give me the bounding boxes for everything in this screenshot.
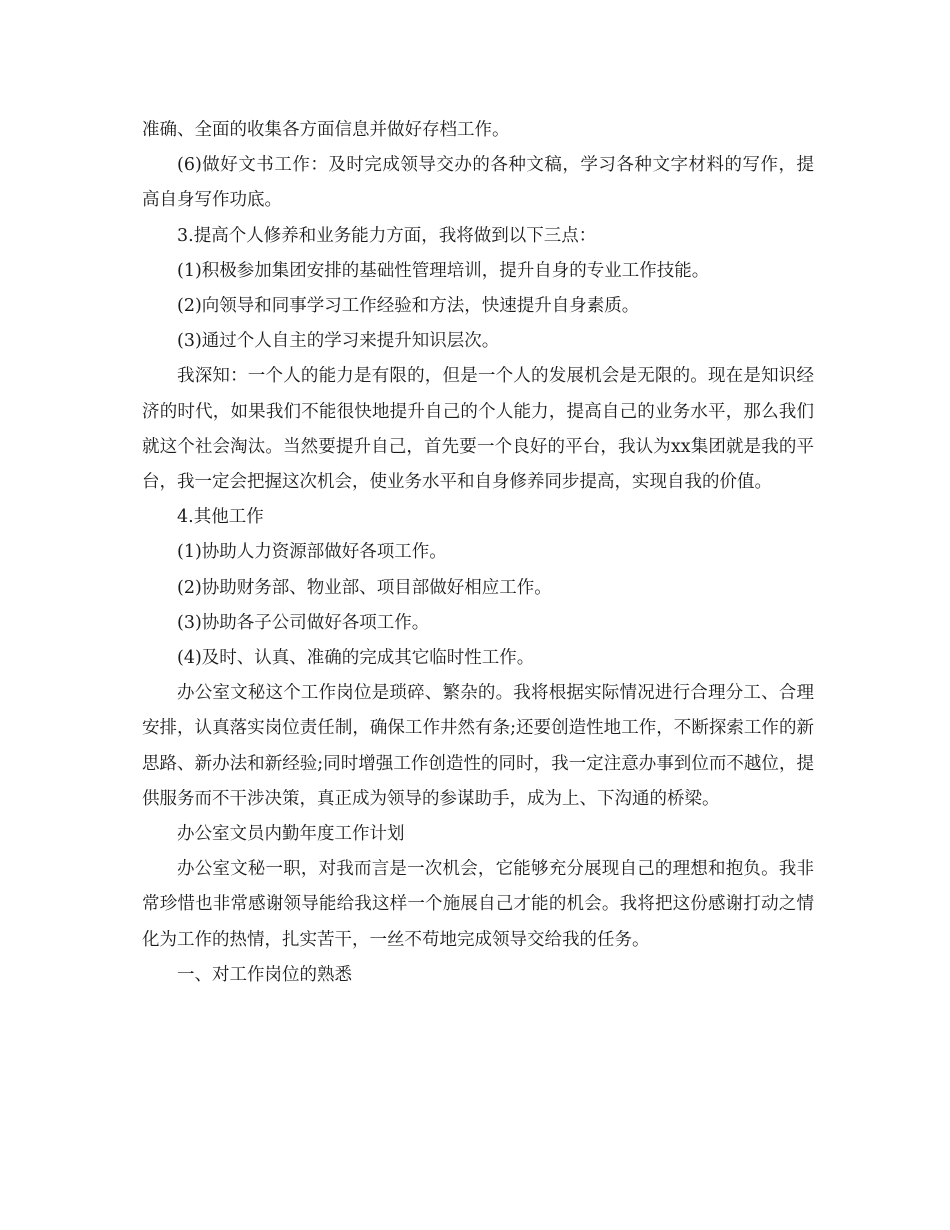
paragraph-section-4-heading: 4.其他工作 — [177, 507, 264, 528]
list-item-hr-assist: (1)协助人力资源部做好各项工作。 — [177, 542, 447, 563]
paragraph-self-reflection: 我深知：一个人的能力是有限的，但是一个人的发展机会是无限的。现在是知识经济的时代，如果我们不能很快地提升自己的个人能力，提高自己的业务水平，那么我们就这个社会淘汰。当然要提升自己，首先要一个良好的平台，我认为xx集团就是我的平台，我一定会把握这次机会，使业务水平和自身修养同步提高，实现自我的价值。 — [142, 366, 814, 493]
list-item-learn-from-colleagues: (2)向领导和同事学习工作经验和方法，快速提升自身素质。 — [177, 296, 640, 317]
section-title-annual-plan: 办公室文员内勤年度工作计划 — [177, 824, 405, 845]
document-body — [142, 113, 814, 993]
paragraph-job-summary: 办公室文秘这个工作岗位是琐碎、繁杂的。我将根据实际情况进行合理分工、合理安排，认真落实岗位责任制，确保工作井然有条;还要创造性地工作，不断探索工作的新思路、新办法和新经验;同时增强工作创造性的同时，我一定注意办事到位而不越位，提供服务而不干涉决策，真正成为领导的参谋助手，成为上、下沟通的桥梁。 — [142, 683, 814, 809]
paragraph-plan-intro: 办公室文秘一职，对我而言是一次机会，它能够充分展现自己的理想和抱负。我非常珍惜也非常感谢领导能给我这样一个施展自己才能的机会。我将把这份感谢打动之情化为工作的热情，扎实苦干，一丝不苟地完成领导交给我的任务。 — [142, 859, 814, 950]
paragraph-section-3-heading: 3.提高个人修养和业务能力方面，我将做到以下三点： — [177, 225, 597, 246]
list-item-temporary-work: (4)及时、认真、准确的完成其它临时性工作。 — [177, 648, 535, 669]
paragraph-clerical-work: (6)做好文书工作：及时完成领导交办的各种文稿，学习各种文字材料的写作，提高自身写作功底。 — [142, 155, 814, 211]
section-heading-job-familiarity: 一、对工作岗位的熟悉 — [177, 964, 352, 985]
list-item-training: (1)积极参加集团安排的基础性管理培训，提升自身的专业工作技能。 — [177, 260, 710, 281]
list-item-self-study: (3)通过个人自主的学习来提升知识层次。 — [177, 331, 500, 352]
paragraph-info-archiving: 准确、全面的收集各方面信息并做好存档工作。 — [142, 120, 510, 140]
list-item-departments-assist: (2)协助财务部、物业部、项目部做好相应工作。 — [177, 577, 552, 598]
list-item-subsidiaries-assist: (3)协助各子公司做好各项工作。 — [177, 612, 430, 633]
